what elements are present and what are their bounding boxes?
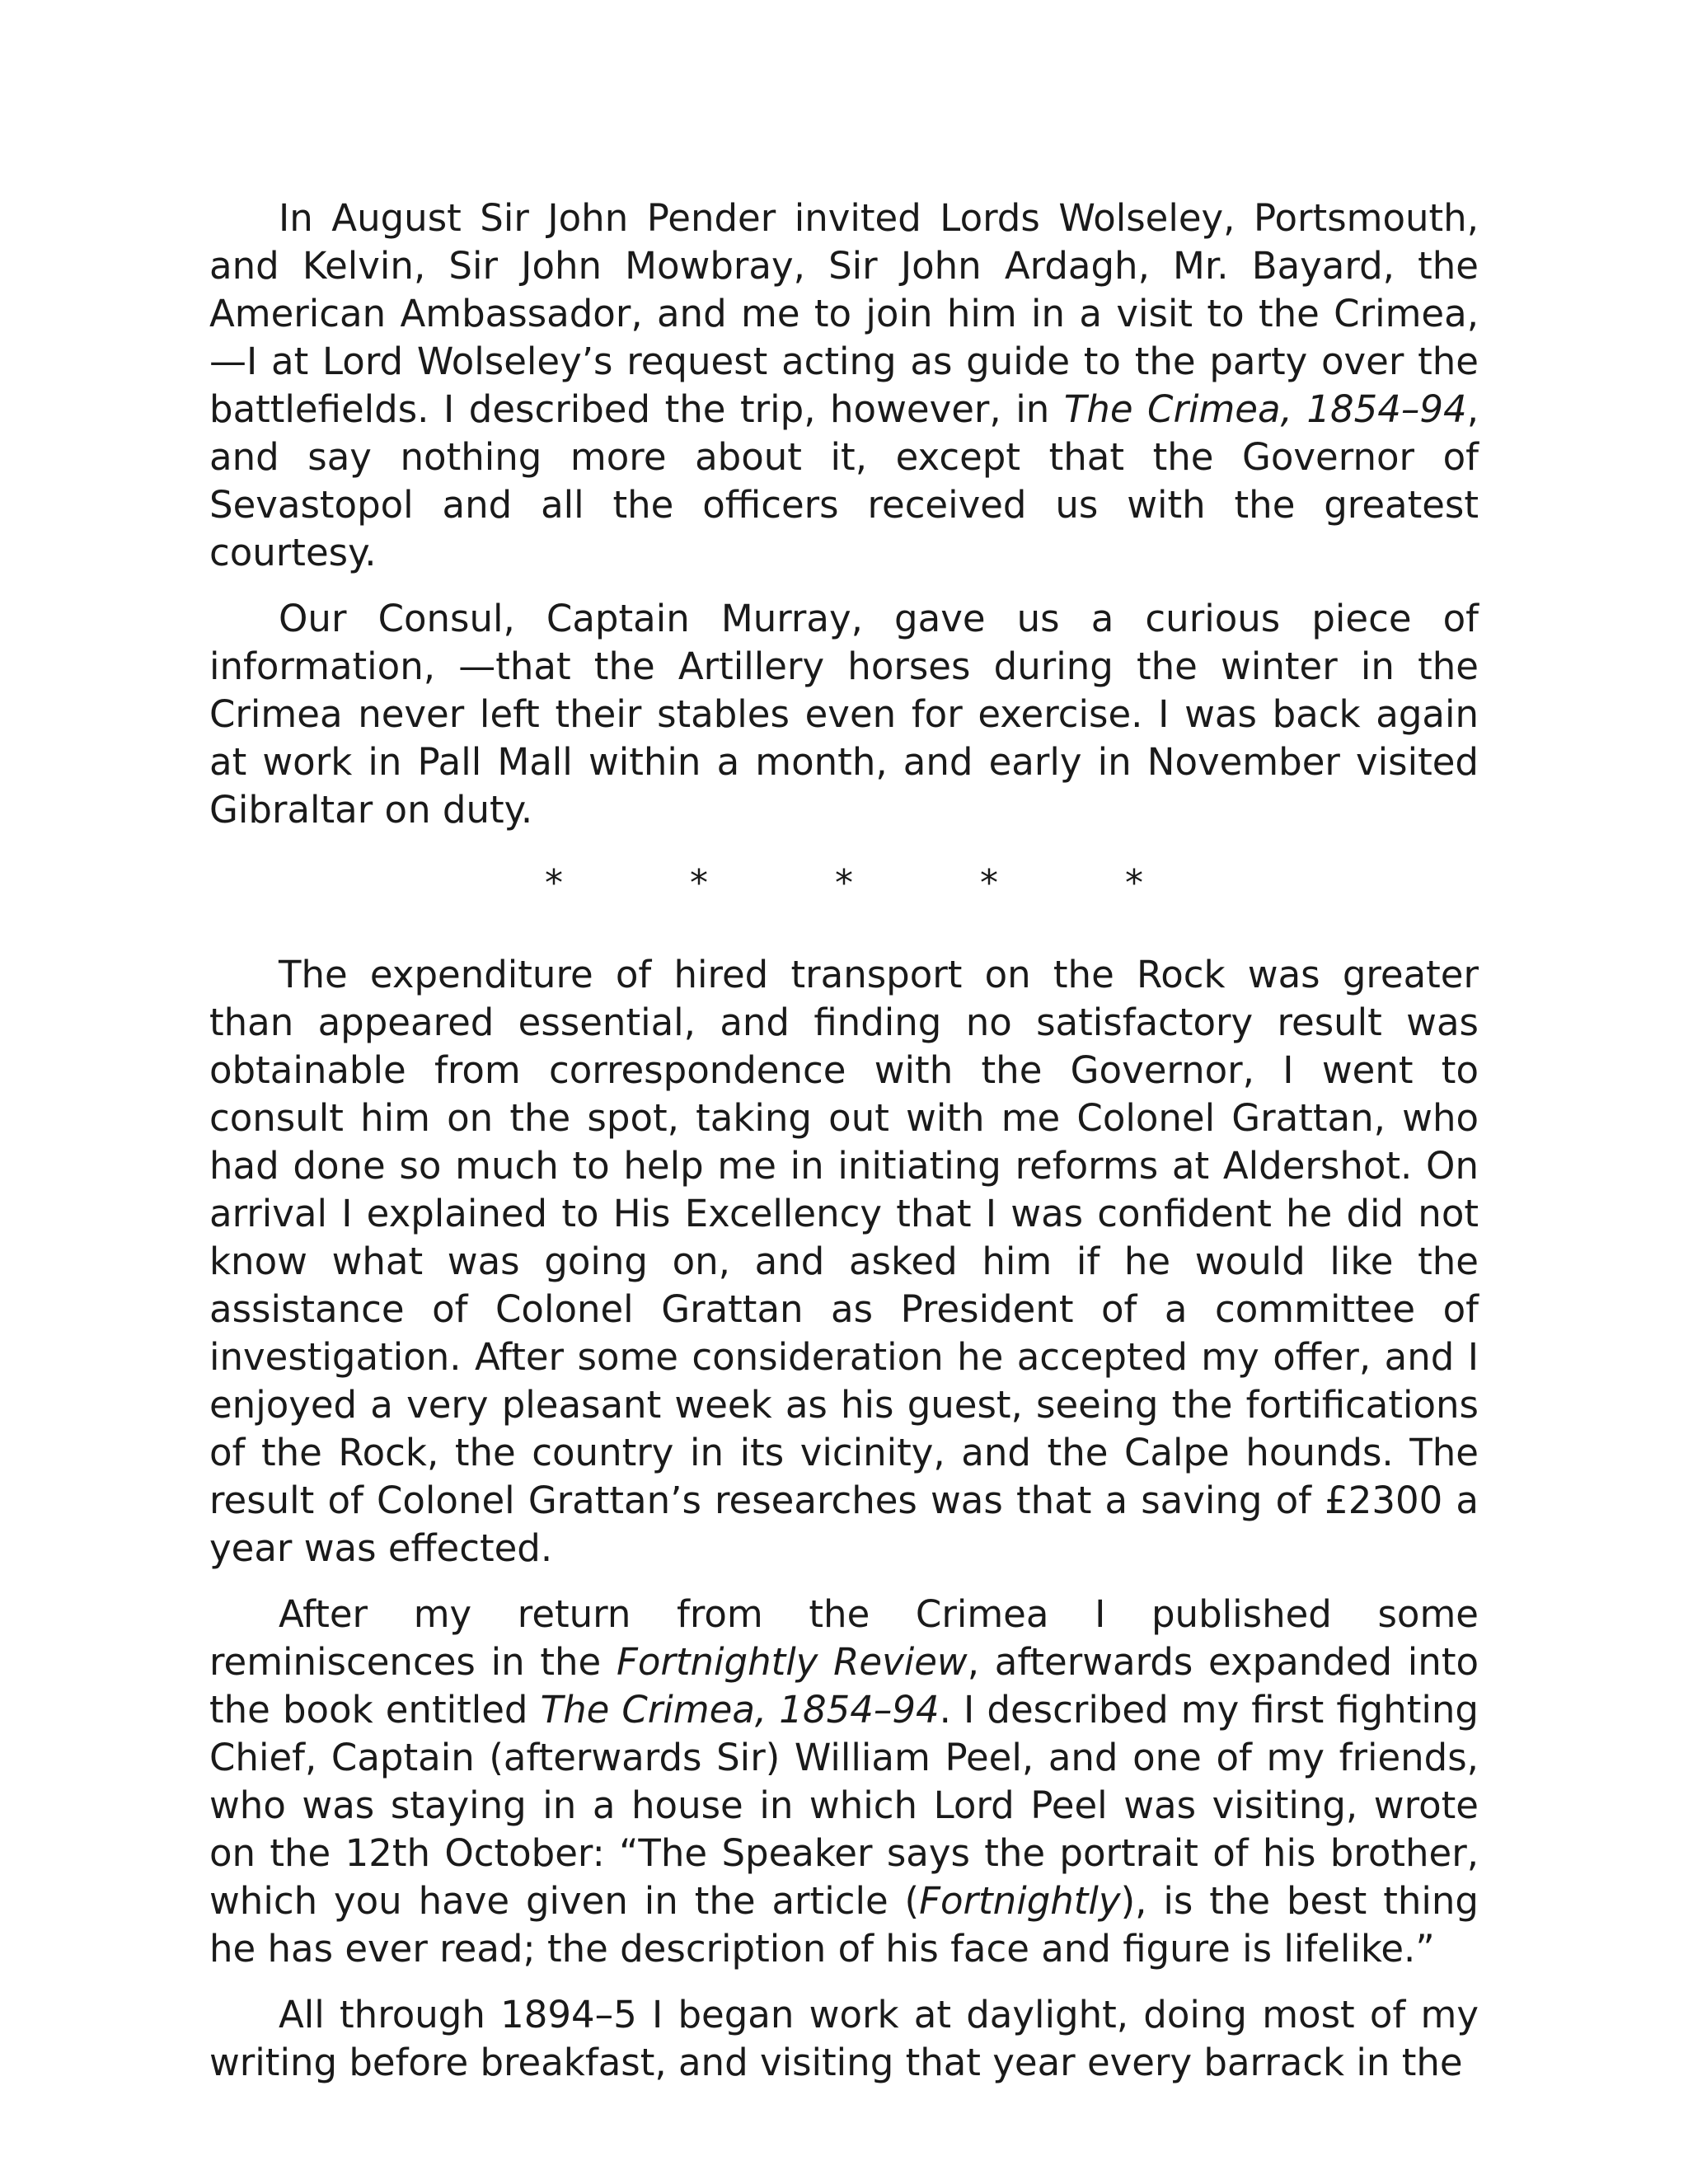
separator-star: *	[980, 862, 998, 904]
paragraph-text: ), is the best thing he has ever read; the description of his face and figure is lifelike.”	[209, 1879, 1479, 1971]
separator-star: *	[835, 862, 853, 904]
paragraph-fortnightly-review	[209, 1591, 1479, 1973]
paragraph-text: The expenditure of hired transport on the Rock was greater than appeared essential, and finding no satisfactory result was obtainable from correspondence with the Governor, I went to consult him on the spot, taking out with me Colonel Grattan, who had done so much to help me in initiating reforms at Aldershot. On arrival I explained to His Excellency that I was confident he did not know what was going on, and asked him if he would like the assistance of Colonel Grattan as President of a committee of investigation. After some consideration he accepted my offer, and I enjoyed a very pleasant week as his guest, seeing the fortifications of the Rock, the country in its vicinity, and the Calpe hounds. The result of Colonel Grattan’s researches was that a saving of £2300 a year was effected.	[209, 953, 1479, 1570]
paragraph-text: Our Consul, Captain Murray, gave us a curious piece of information, —that the Artillery horses during the winter in the Crimea never left their stables even for exercise. I was back again at work in Pall Mall within a month, and early in November visited Gibraltar on duty.	[209, 597, 1479, 832]
paragraph-text: All through 1894–5 I began work at daylight, doing most of my writing before breakfast, and visiting that year every barrack in the	[209, 1993, 1479, 2084]
italic-title-text: Fortnightly	[919, 1879, 1121, 1923]
paragraph-text: , afterwards expanded into the book entitled	[209, 1640, 1479, 1732]
paragraph-text: After my return from the Crimea I published some reminiscences in the	[209, 1592, 1479, 1684]
paragraph-gibraltar-transport	[209, 951, 1479, 1572]
separator-star: *	[690, 862, 708, 904]
paragraph-crimea-visit	[209, 194, 1479, 577]
italic-title-text: The Crimea, 1854–94	[540, 1688, 940, 1732]
paragraph-text: In August Sir John Pender invited Lords Wolseley, Portsmouth, and Kelvin, Sir John Mowbray, Sir John Ardagh, Mr. Bayard, the American Ambassador, and me to join him in a visit to the Crimea,—I at Lord Wolseley’s request acting as guide to the party over the battlefields. I described the trip, however, in	[209, 196, 1479, 431]
paragraph-text: . I described my first fighting Chief, Captain (afterwards Sir) William Peel, and one of my friends, who was staying in a house in which Lord Peel was visiting, wrote on the 12th October: “The Speaker says the portrait of his brother, which you have given in the article (	[209, 1688, 1479, 1923]
document-page	[209, 194, 1479, 2105]
separator-star: *	[545, 862, 563, 904]
separator-star: *	[1125, 862, 1143, 904]
section-separator	[209, 862, 1479, 904]
paragraph-daylight-work	[209, 1991, 1479, 2087]
paragraph-consul-murray	[209, 595, 1479, 834]
italic-title-text: Fortnightly Review	[616, 1640, 968, 1684]
italic-title-text: The Crimea, 1854–94	[1063, 387, 1467, 431]
paragraph-text: , and say nothing more about it, except that the Governor of Sevastopol and all the officers received us with the greatest courtesy.	[209, 387, 1479, 574]
